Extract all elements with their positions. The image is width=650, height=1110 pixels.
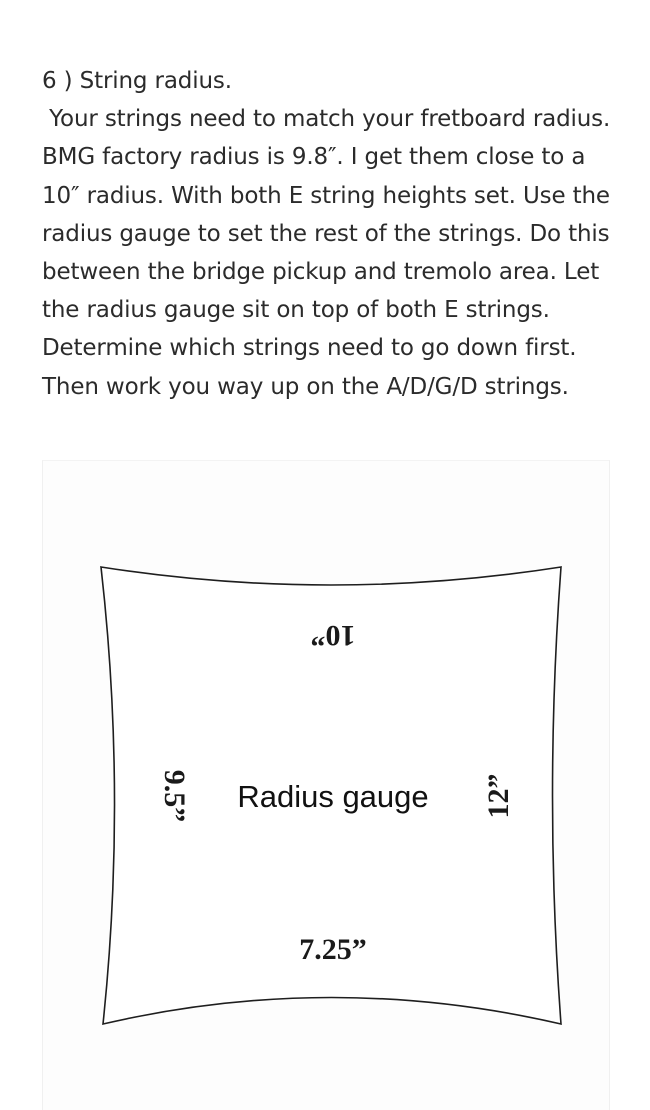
radius-gauge-figure [42, 460, 610, 1110]
bottom-radius-label: 7.25” [299, 933, 367, 966]
gauge-center-label: Radius gauge [237, 779, 429, 814]
right-radius-label: 12” [482, 773, 515, 819]
step-body: Your strings need to match your fretboard radius. BMG factory radius is 9.8″. I get them close to a 10″ radius. With both E string heights set. Use the radius gauge to set the rest of the strings. Do this between the bridge pickup and tremolo area. Let the radius gauge sit on top of both E strings. Determine which strings need to go down first. Then work you way up on the A/D/G/D strings. [42, 106, 618, 400]
top-radius-label: 10” [310, 619, 356, 652]
article-text [42, 62, 618, 406]
step-title: 6 ) String radius. [42, 68, 232, 94]
radius-gauge-diagram [43, 461, 609, 1110]
left-radius-label: 9.5” [158, 769, 191, 823]
